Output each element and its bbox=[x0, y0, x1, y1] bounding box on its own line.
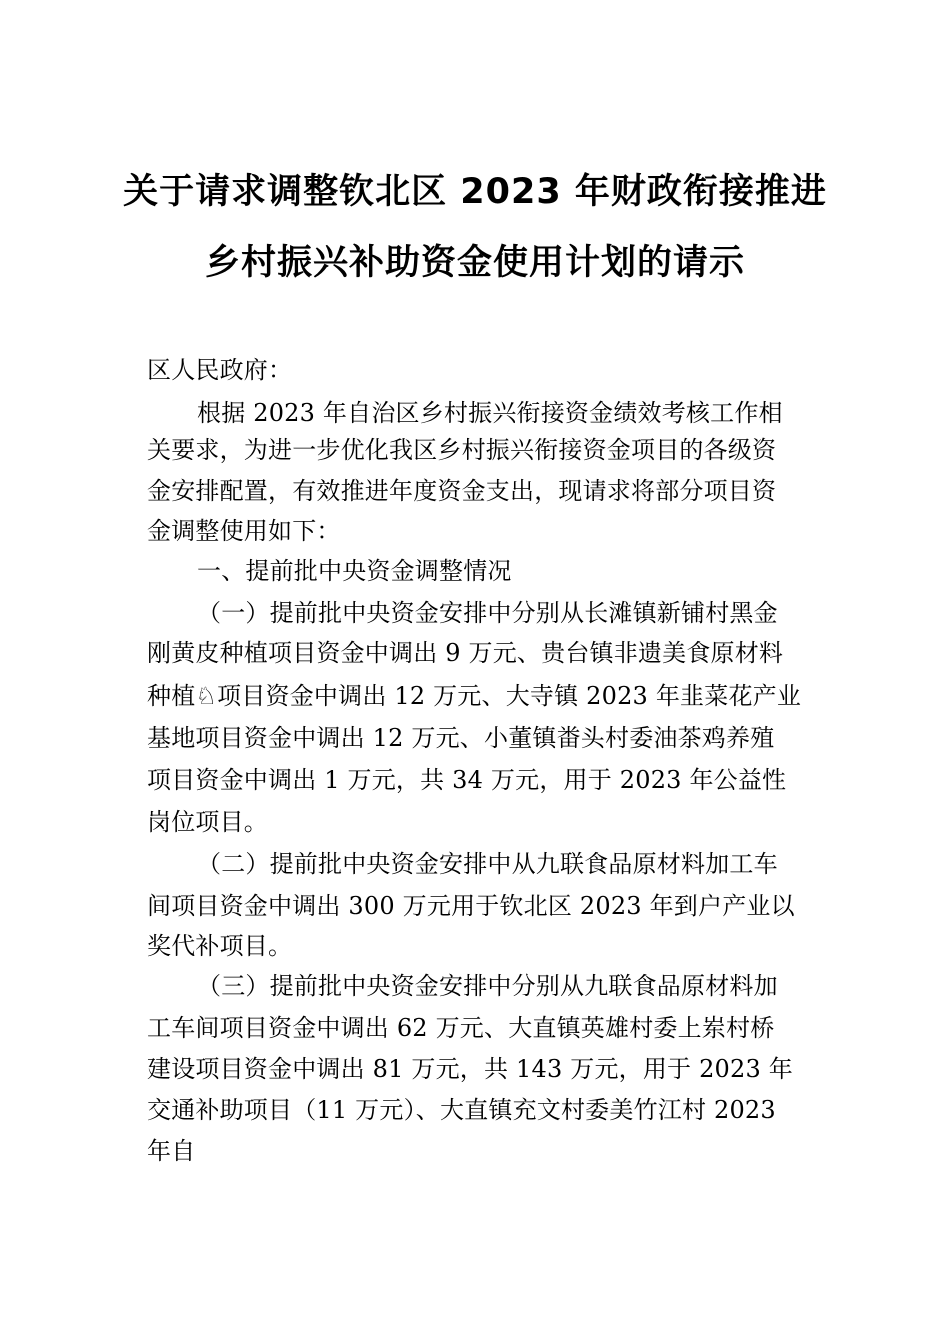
intro-line-3: 金安排配置，有效推进年度资金支出，现请求将部分项目资 bbox=[147, 477, 777, 505]
item-1-line-2: 刚黄皮种植项目资金中调出 9 万元、贵台镇非遗美食原材料 bbox=[147, 639, 784, 667]
salutation: 区人民政府： bbox=[147, 356, 293, 384]
section-heading-1: 一、提前批中央资金调整情况 bbox=[197, 557, 512, 585]
intro-line-2: 关要求，为进一步优化我区乡村振兴衔接资金项目的各级资 bbox=[147, 436, 777, 464]
intro-line-4: 金调整使用如下： bbox=[147, 517, 341, 545]
document-title-line-2: 乡村振兴补助资金使用计划的请示 bbox=[204, 243, 745, 283]
item-2-line-1: （二）提前批中央资金安排中从九联食品原材料加工车 bbox=[197, 850, 778, 878]
item-3-line-3: 建设项目资金中调出 81 万元，共 143 万元，用于 2023 年 bbox=[147, 1055, 793, 1083]
item-1-line-6: 岗位项目。 bbox=[147, 808, 268, 836]
item-2-line-3: 奖代补项目。 bbox=[147, 932, 293, 960]
intro-line-1: 根据 2023 年自治区乡村振兴衔接资金绩效考核工作相 bbox=[197, 399, 783, 427]
item-3-line-2: 工车间项目资金中调出 62 万元、大直镇英雄村委上岽村桥 bbox=[147, 1014, 775, 1042]
document-title-line-1: 关于请求调整钦北区 2023 年财政衔接推进 bbox=[123, 172, 827, 212]
item-1-line-5: 项目资金中调出 1 万元，共 34 万元，用于 2023 年公益性 bbox=[147, 766, 787, 794]
item-1-line-1: （一）提前批中央资金安排中分别从长滩镇新铺村黑金 bbox=[197, 599, 778, 627]
item-3-line-5: 年自 bbox=[147, 1137, 196, 1165]
item-1-line-4: 基地项目资金中调出 12 万元、小董镇畨头村委油茶鸡养殖 bbox=[147, 724, 775, 752]
item-3-line-4: 交通补助项目（11 万元）、大直镇充文村委美竹江村 2023 bbox=[147, 1096, 776, 1124]
item-2-line-2: 间项目资金中调出 300 万元用于钦北区 2023 年到户产业以 bbox=[147, 892, 795, 920]
item-1-line-3: 种植♘项目资金中调出 12 万元、大寺镇 2023 年韭菜花产业 bbox=[147, 682, 802, 710]
item-3-line-1: （三）提前批中央资金安排中分别从九联食品原材料加 bbox=[197, 972, 778, 1000]
